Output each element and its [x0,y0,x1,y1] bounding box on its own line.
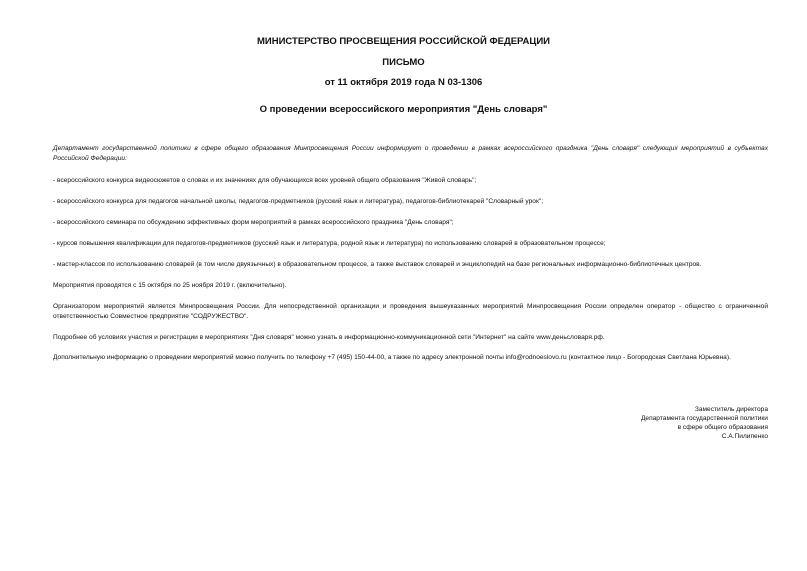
list-item-2: - всероссийского конкурса для педагогов начальной школы, педагогов-предметников (русский язык и литература), педагогов-библиотекарей "Словарный урок"; [53,198,544,205]
details-paragraph: Подробнее об условиях участия и регистрации в мероприятиях "Дня словаря" можно узнать в информационно-коммуникационной сети "Интернет" на сайте www.деньсловаря.рф. [53,334,605,341]
list-item-4: - курсов повышения квалификации для педагогов-предметников (русский язык и литература, родной язык и литература) по использованию словарей в образовательном процессе; [53,240,606,247]
intro-paragraph: Департамент государственной политики в сфере общего образования Минпросвещения России информирует о проведении в рамках всероссийского праздника "День словаря" следующих мероприятий в субъектах Российской Федерации: [53,145,768,162]
list-item-3: - всероссийского семинара по обсуждению эффективных форм мероприятий в рамках всероссийского праздника "День словаря"; [53,219,454,226]
contacts-paragraph: Дополнительную информацию о проведении мероприятий можно получить по телефону +7 (495) 150-44-00, а также по адресу электронной почты info@rodnoeslovo.ru (контактное лицо - Богородская Светлана Юрьевна). [53,354,731,361]
signature-block [468,405,768,441]
signature-sphere: в сфере общего образования [677,424,768,431]
signature-department: Департамента государственной политики [640,415,768,422]
dates-paragraph: Мероприятия проводятся с 15 октября по 25 ноября 2019 г. (включительно). [53,282,287,289]
document-subject: О проведении всероссийского мероприятия "День словаря" [259,104,548,115]
organizer-paragraph: Организатором мероприятий является Минпросвещения России. Для непосредственной организации и проведения вышеуказанных мероприятий Минпросвещения России определен оператор - общество с ограниченной ответственностью Совместное предприятие "СОДРУЖЕСТВО". [53,303,768,320]
list-item-1: - всероссийского конкурса видеосюжетов о словах и их значениях для обучающихся всех уровней общего образования "Живой словарь"; [53,177,477,184]
date-and-number: от 11 октября 2019 года N 03-1306 [324,77,483,88]
ministry-title: МИНИСТЕРСТВО ПРОСВЕЩЕНИЯ РОССИЙСКОЙ ФЕДЕРАЦИИ [256,36,551,47]
document-type: ПИСЬМО [382,57,425,68]
list-item-5: - мастер-классов по использованию словарей (в том числе двуязычных) в образовательном процессе, а также выставок словарей и энциклопедий на базе региональных информационно-библиотечных центров. [53,261,702,268]
signature-name: С.А.Пилипенко [721,433,768,440]
signature-position: Заместитель директора [694,406,768,413]
